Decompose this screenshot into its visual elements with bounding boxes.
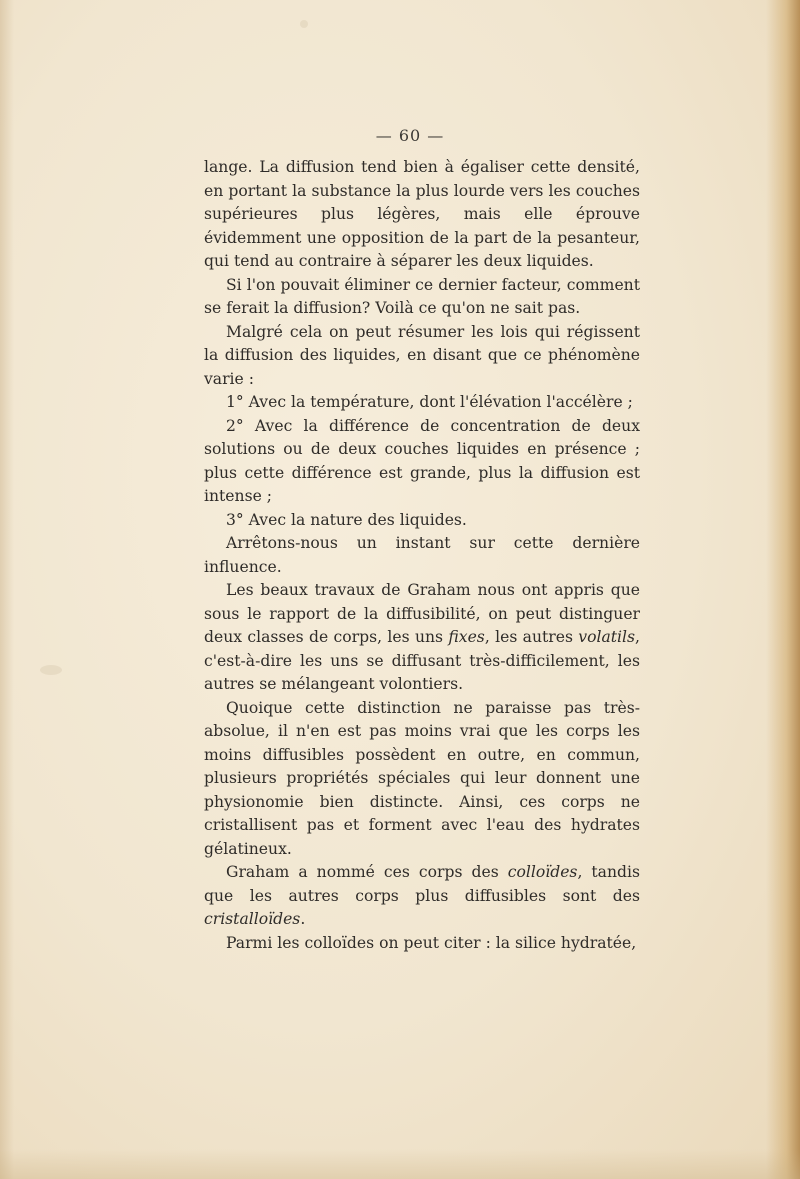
italic-term: cristalloïdes (204, 910, 301, 928)
paragraph: Arrêtons-nous un instant sur cette dernière influence. (204, 534, 640, 576)
paragraph (204, 579, 640, 697)
italic-term: volatils (578, 628, 636, 646)
paragraph: Malgré cela on peut résumer les lois qui régissent la diffusion des liquides, en disant que ce phénomène varie : (204, 322, 640, 388)
page-right-edge-shadow (766, 0, 800, 1179)
text-span: , tandis que les autres corps plus diffusibles sont des (204, 863, 640, 905)
italic-term: colloïdes (507, 863, 578, 881)
paragraph: Quoique cette distinction ne paraisse pas très-absolue, il n'en est pas moins vrai que les corps les moins diffusibles possèdent en outre, en commun, plusieurs propriétés spéciales qui leur donnent une physionomie bien distincte. Ainsi, ces corps ne cristallisent pas et forment avec l'eau des hydrates gélatineux. (204, 698, 640, 858)
text-span: , les autres (484, 628, 579, 646)
page-number: — 60 — (375, 126, 445, 145)
page-left-shadow (0, 0, 14, 1179)
text-span: , c'est-à-dire les uns se diffusant très-difficilement, les autres se mélangeant volontiers. (204, 628, 640, 693)
text-span: . (300, 910, 306, 928)
paper-stain (40, 665, 62, 675)
page-bottom-shadow (0, 1149, 800, 1179)
paragraph: Parmi les colloïdes on peut citer : la silice hydratée, (226, 933, 637, 952)
paragraph: Si l'on pouvait éliminer ce dernier facteur, comment se ferait la diffusion? Voilà ce qu'on ne sait pas. (204, 275, 640, 317)
text-span: Graham a nommé ces corps des (226, 863, 508, 881)
paragraph: 3° Avec la nature des liquides. (226, 510, 467, 529)
italic-term: fixes (448, 628, 485, 646)
paper-stain (300, 20, 308, 28)
text-span: Les beaux travaux de Graham nous ont appris que sous le rapport de la diffusibilité, on peut distinguer deux classes de corps, les uns (204, 581, 640, 646)
paragraph: 2° Avec la différence de concentration de deux solutions ou de deux couches liquides en présence ; plus cette différence est grande, plus la diffusion est intense ; (204, 416, 640, 505)
paragraph: 1° Avec la température, dont l'élévation l'accélère ; (226, 393, 633, 411)
body-text (204, 156, 640, 955)
paragraph (204, 861, 640, 932)
paragraph: lange. La diffusion tend bien à égaliser cette densité, en portant la substance la plus lourde vers les couches supérieures plus légères, mais elle éprouve évidemment une opposition de la part de la pesanteur, qui tend au contraire à séparer les deux liquides. (204, 158, 640, 270)
